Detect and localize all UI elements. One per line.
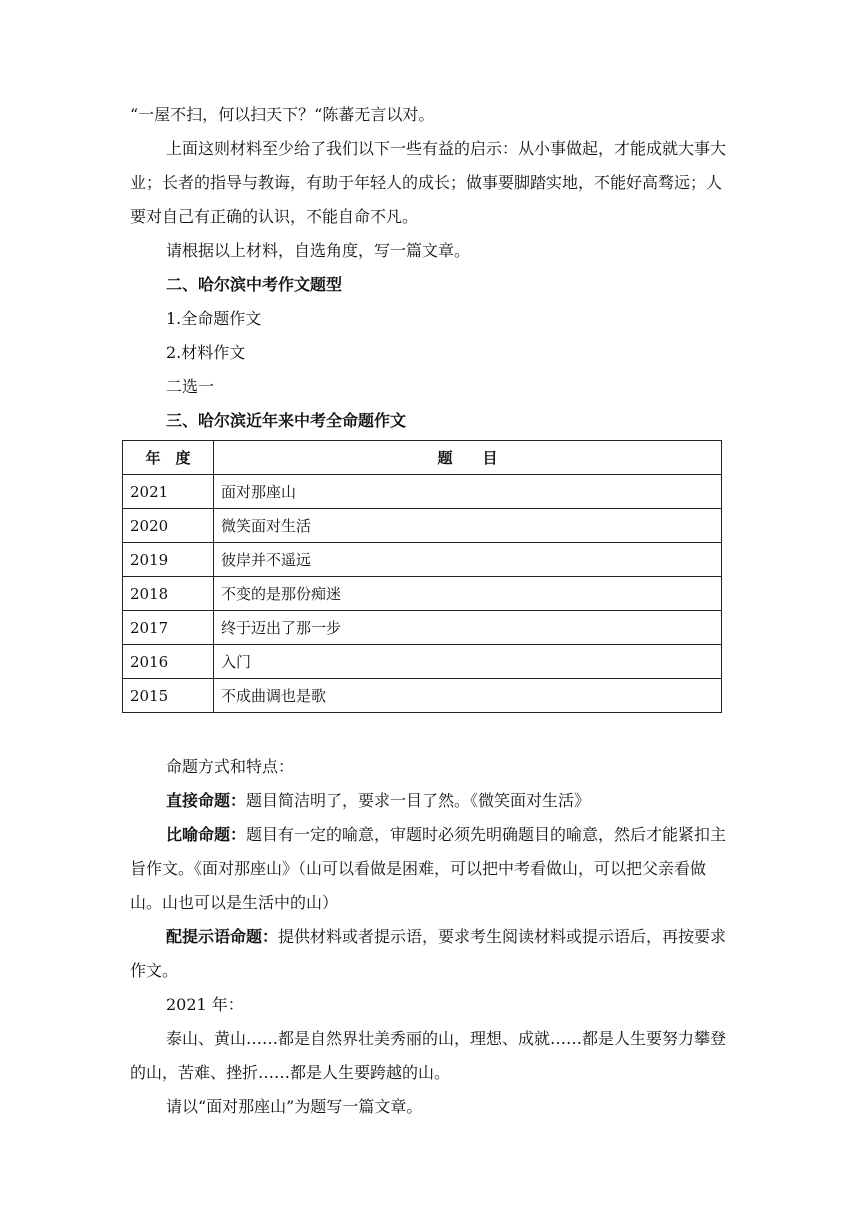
quote-paragraph: “一屋不扫，何以扫天下？“陈蕃无言以对。 <box>130 105 435 124</box>
metaphor-label: 比喻命题： <box>166 825 247 844</box>
essay-topics-table <box>122 440 722 713</box>
header-year: 年 度 <box>123 441 214 475</box>
year-cell: 2015 <box>123 679 214 713</box>
choose-one-note: 二选一 <box>166 377 215 396</box>
year-cell: 2021 <box>123 475 214 509</box>
prompt-paragraph <box>130 920 735 988</box>
prompt-text: 提供材料或者提示语，要求考生阅读材料或提示语后，再按要求作文。 <box>130 927 727 980</box>
metaphor-paragraph <box>130 818 735 920</box>
table-row <box>123 577 722 611</box>
table-row <box>123 679 722 713</box>
title-cell: 入门 <box>214 645 722 679</box>
material-2021: 泰山、黄山……都是自然界壮美秀丽的山，理想、成就……都是人生要努力攀登的山，苦难、挫折……都是人生要跨越的山。 <box>130 1029 727 1082</box>
table-row <box>123 611 722 645</box>
type-item-1: 1.全命题作文 <box>166 309 262 328</box>
year-cell: 2020 <box>123 509 214 543</box>
title-cell: 不变的是那份痴迷 <box>214 577 722 611</box>
method-intro: 命题方式和特点： <box>166 757 295 776</box>
table-header-row <box>123 441 722 475</box>
header-title: 题 目 <box>214 441 722 475</box>
title-cell: 微笑面对生活 <box>214 509 722 543</box>
prompt-label: 配提示语命题： <box>166 927 279 946</box>
metaphor-text: 题目有一定的喻意，审题时必须先明确题目的喻意，然后才能紧扣主旨作文。《面对那座山》（山可以看做是困难，可以把中考看做山，可以把父亲看做山。山也可以是生活中的山） <box>130 825 727 912</box>
table-row <box>123 509 722 543</box>
year-cell: 2017 <box>123 611 214 645</box>
direct-text: 题目简洁明了，要求一目了然。《微笑面对生活》 <box>246 791 591 810</box>
title-cell: 面对那座山 <box>214 475 722 509</box>
year-2021-label: 2021 年： <box>166 995 244 1014</box>
year-cell: 2016 <box>123 645 214 679</box>
table-row <box>123 475 722 509</box>
task-paragraph: 请根据以上材料，自选角度，写一篇文章。 <box>166 241 471 260</box>
task-2021: 请以“面对那座山”为题写一篇文章。 <box>166 1097 423 1116</box>
direct-label: 直接命题： <box>166 791 247 810</box>
section-heading-2: 二、哈尔滨中考作文题型 <box>166 275 343 294</box>
title-cell: 不成曲调也是歌 <box>214 679 722 713</box>
title-cell: 终于迈出了那一步 <box>214 611 722 645</box>
table-row <box>123 543 722 577</box>
year-cell: 2018 <box>123 577 214 611</box>
direct-paragraph <box>130 784 735 818</box>
title-cell: 彼岸并不遥远 <box>214 543 722 577</box>
year-cell: 2019 <box>123 543 214 577</box>
insight-paragraph: 上面这则材料至少给了我们以下一些有益的启示：从小事做起，才能成就大事大业；长者的指导与教诲，有助于年轻人的成长；做事要脚踏实地，不能好高骛远；人要对自己有正确的认识，不能自命不凡。 <box>130 139 727 226</box>
table-row <box>123 645 722 679</box>
type-item-2: 2.材料作文 <box>166 343 246 362</box>
section-heading-3: 三、哈尔滨近年来中考全命题作文 <box>166 411 407 430</box>
